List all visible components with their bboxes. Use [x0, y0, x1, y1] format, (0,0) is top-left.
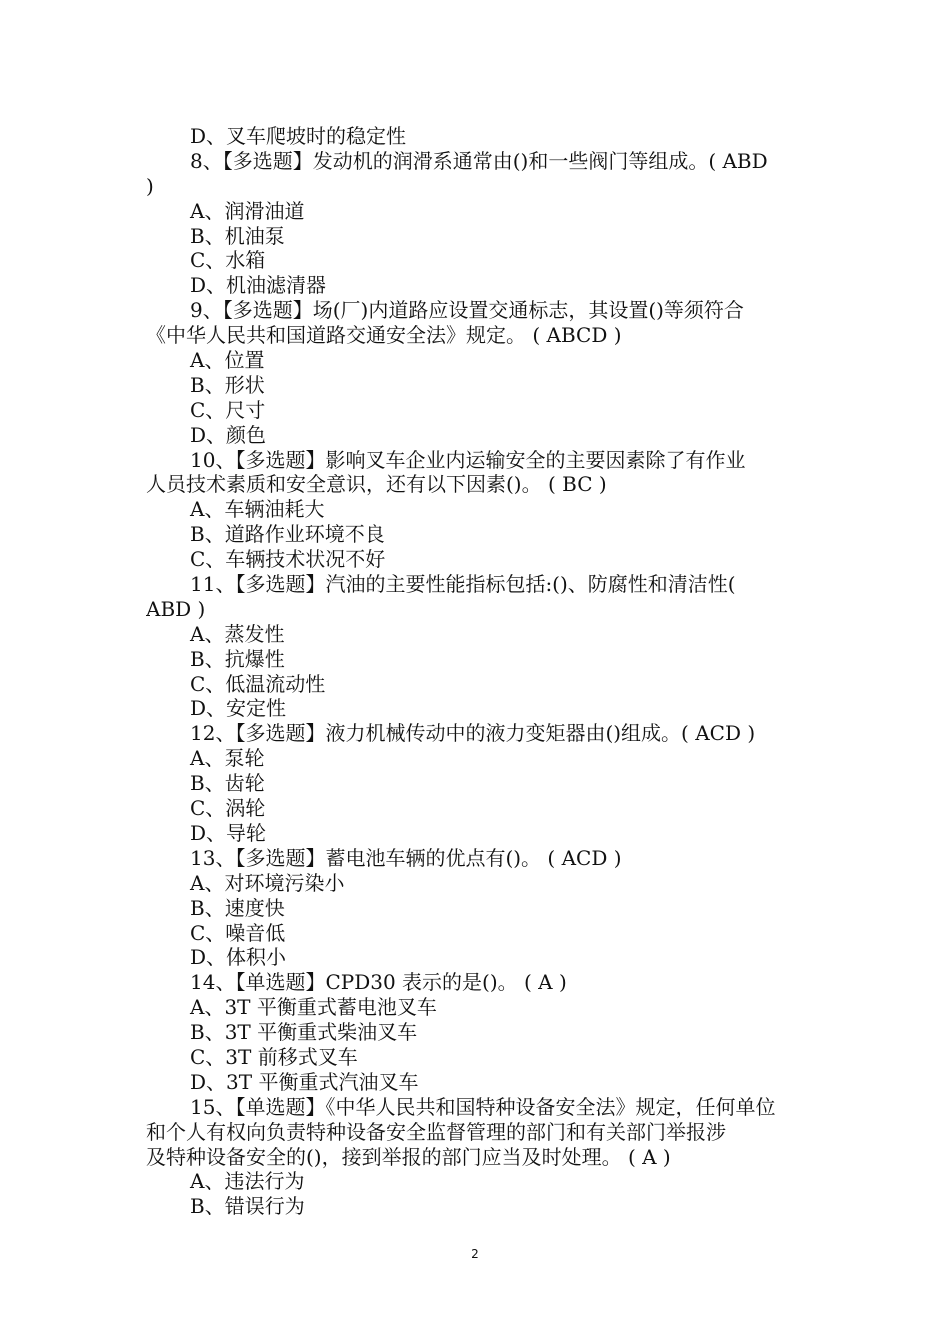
- answer-option: B、齿轮: [190, 771, 265, 796]
- answer-option: A、对环境污染小: [190, 870, 345, 895]
- question-text: 13、【多选题】蓄电池车辆的优点有()。 ( ACD ): [190, 845, 622, 870]
- answer-option: A、3T 平衡重式蓄电池叉车: [190, 995, 437, 1020]
- answer-option: B、错误行为: [190, 1194, 305, 1219]
- answer-option: B、机油泵: [190, 223, 285, 248]
- answer-option: D、机油滤清器: [190, 273, 327, 298]
- answer-option: C、噪音低: [190, 920, 286, 945]
- question-text-continued: 和个人有权向负责特种设备安全监督管理的部门和有关部门举报涉: [146, 1119, 726, 1144]
- answer-option: D、叉车爬坡时的稳定性: [190, 124, 407, 148]
- answer-option: D、3T 平衡重式汽油叉车: [190, 1069, 419, 1094]
- answer-option: C、水箱: [190, 248, 266, 273]
- question-text: 12、【多选题】液力机械传动中的液力变矩器由()组成。( ACD ): [190, 721, 756, 746]
- answer-option: A、车辆油耗大: [190, 497, 325, 522]
- answer-option: D、安定性: [190, 696, 287, 721]
- question-text: 11、【多选题】汽油的主要性能指标包括:()、防腐性和清洁性(: [190, 572, 736, 597]
- answer-option: B、抗爆性: [190, 646, 285, 671]
- answer-option: D、导轮: [190, 820, 267, 845]
- answer-option: A、泵轮: [190, 746, 265, 771]
- question-text: 9、【多选题】场(厂)内道路应设置交通标志，其设置()等须符合: [190, 298, 744, 323]
- question-text: 14、【单选题】CPD30 表示的是()。 ( A ): [190, 970, 567, 995]
- answer-option: A、润滑油道: [190, 198, 305, 223]
- answer-option: C、低温流动性: [190, 671, 326, 696]
- answer-option: B、速度快: [190, 895, 285, 920]
- answer-option: B、形状: [190, 372, 265, 397]
- answer-option: B、道路作业环境不良: [190, 522, 385, 547]
- question-text-continued: ): [146, 173, 154, 198]
- question-text: 8、【多选题】发动机的润滑系通常由()和一些阀门等组成。( ABD: [190, 148, 768, 173]
- answer-option: A、蒸发性: [190, 621, 285, 646]
- page-number: 2: [471, 1247, 479, 1261]
- answer-option: A、违法行为: [190, 1169, 305, 1194]
- question-text: 15、【单选题】《中华人民共和国特种设备安全法》规定，任何单位: [190, 1094, 776, 1119]
- answer-option: D、体积小: [190, 945, 287, 970]
- question-text-continued: 《中华人民共和国道路交通安全法》规定。 ( ABCD ): [146, 323, 622, 348]
- question-list: [146, 124, 808, 1219]
- answer-option: D、颜色: [190, 422, 267, 447]
- question-text: 10、【多选题】影响叉车企业内运输安全的主要因素除了有作业: [190, 447, 746, 472]
- question-text-continued: 人员技术素质和安全意识，还有以下因素()。 ( BC ): [146, 472, 607, 497]
- answer-option: A、位置: [190, 348, 265, 373]
- question-text-continued: 及特种设备安全的()，接到举报的部门应当及时处理。 ( A ): [146, 1144, 671, 1169]
- answer-option: C、3T 前移式叉车: [190, 1044, 358, 1069]
- answer-option: C、车辆技术状况不好: [190, 547, 386, 572]
- answer-option: B、3T 平衡重式柴油叉车: [190, 1020, 418, 1045]
- question-text-continued: ABD ): [146, 596, 206, 621]
- answer-option: C、涡轮: [190, 796, 266, 821]
- answer-option: C、尺寸: [190, 397, 266, 422]
